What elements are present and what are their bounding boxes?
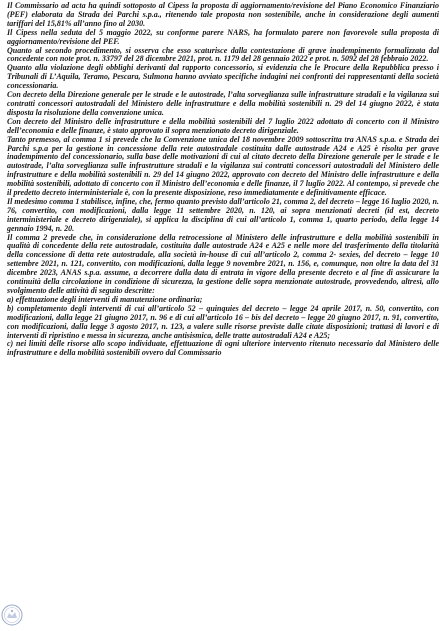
paragraph-violazione-obblighi: Quanto alla violazione degli obblighi derivanti dal rapporto concessorio, si evidenzia che le Procure della Repubblica presso i Tribunali di L’Aquila, Teramo, Pescara, Sulmona hanno avviato specifiche indagini nei confronti dei rappresentanti della società concessionaria.	[7, 63, 439, 91]
paragraph-secondo-procedimento: Quanto al secondo procedimento, si osserva che esso scaturisce dalla contestazione di grave inadempimento formalizzata dal concedente con note prot. n. 33797 del 28 dicembre 2021, prot. n. 1179 del 28 gennaio 2022 e prot. n. 5092 del 28 febbraio 2022.	[7, 45, 439, 64]
paragraph-decreto-direzione: Con decreto della Direzione generale per le strade e le autostrade, l’alta sorveglianza sulle infrastrutture stradali e la vigilanza sui contratti concessori autostradali del Ministero delle infrastrutture e della mobilità sostenibili n. 29 del 14 giugno 2022, è stata disposta la risoluzione della convenzione unica.	[7, 90, 439, 117]
paragraph-comma-1-disciplina: Il medesimo comma 1 stabilisce, infine, che, fermo quanto previsto dall’articolo 21, comma 2, del decreto – legge 16 luglio 2020, n. 76, convertito, con modificazioni, dalla legge 11 settembre 2020, n. 120, ai sopra menzionati decreti (id est, decreto interministeriale e decreto dirigenziale), si applica la disciplina di cui all’articolo 1, comma 1, quarto periodo, della legge 14 gennaio 1994, n. 20.	[7, 196, 439, 233]
paragraph-commissario-proposta: Il Commissario ad acta ha quindi sottoposto al Cipess la proposta di aggiornamento/revisione del Piano Economico Finanziario (PEF) elaborata da Strada dei Parchi s.p.a., ritenendo tale proposta non sostenibile, anche in considerazione degli aumenti tariffari del 15,81% all’anno fino al 2030.	[7, 1, 439, 28]
list-item-c: c) nei limiti delle risorse allo scopo individuate, effettuazione di ogni ulteriore intervento ritenuto necessario dal Ministero delle infrastrutture e della mobilità sostenibili ovvero dal Commissario	[7, 339, 439, 358]
document-body	[7, 2, 439, 358]
paragraph-comma-1: Tanto premesso, al comma 1 si prevede che la Convenzione unica del 18 novembre 2009 sottoscritta tra ANAS s.p.a. e Strada dei Parchi s.p.a per la gestione in concessione della rete autostradale costituita dalle autostrade A24 e A25 è risolta per grave inadempimento del concessionario, sulla base delle motivazioni di cui al citato decreto della Direzione generale per le strade e le autostrade, l’alta sorveglianza sulle infrastrutture stradali e la vigilanza sui contratti concessori autostradali del Ministero delle infrastrutture e della mobilità sostenibili n. 29 del 14 giugno 2022, approvato con decreto del Ministro delle infrastrutture e della mobilità sostenibili, adottato di concerto con il Ministro dell’economia e delle finanze, il 7 luglio 2022. Al contempo, si prevede che il predetto decreto interministeriale è, con la presente disposizione, reso immediatamente e definitivamente efficace.	[7, 134, 439, 198]
paragraph-decreto-ministro: Con decreto del Ministro delle infrastrutture e della mobilità sostenibili del 7 luglio 2022 adottato di concerto con il Ministro dell’economia e delle finanze, è stato approvato il sopra menzionato decreto dirigenziale.	[7, 116, 439, 135]
paragraph-cipess-parere: Il Cipess nella seduta del 5 maggio 2022, su conforme parere NARS, ha formulato parere non favorevole sulla proposta di aggiornamento/revisione del PEF.	[7, 27, 439, 46]
list-item-b: b) completamento degli interventi di cui all’articolo 52 – quinquies del decreto – legge 24 aprile 2017, n. 50, convertito, con modificazioni, dalla legge 21 giugno 2017, n. 96 e di cui all’articolo 16 – bis del decreto – legge 20 giugno 2017, n. 91, convertito, con modificazioni, dalla legge 3 agosto 2017, n. 123, a valere sulle risorse previste dalle citate disposizioni; trattasi di lavori e di interventi di ripristino e messa in sicurezza, anche antisismica, delle tratte autostradali A24 e A25;	[7, 303, 439, 340]
list-item-a: a) effettuazione degli interventi di manutenzione ordinaria;	[7, 294, 203, 304]
paragraph-comma-2: Il comma 2 prevede che, in considerazione della retrocessione al Ministero delle infrastrutture e della mobilità sostenibili in qualità di concedente della rete autostradale, costituita dalle autostrade A24 e A25 e nelle more del trasferimento della titolarità della concessione di detta rete autostradale, alla società in-house di cui all’articolo 2, comma 2- sexies, del decreto – legge 10 settembre 2021, n. 121, convertito, con modificazioni, dalla legge 9 novembre 2021, n. 156, e, comunque, non oltre la data del 31 dicembre 2023, ANAS s.p.a. assume, a decorrere dalla data di entrata in vigore della presente decreto e al fine di assicurare la continuità della circolazione in condizione di sicurezza, la gestione delle sopra menzionate autostrade, provvedendo, altresì, allo svolgimento delle attività di seguito descritte:	[7, 232, 439, 295]
chamber-seal-icon	[1, 604, 23, 626]
